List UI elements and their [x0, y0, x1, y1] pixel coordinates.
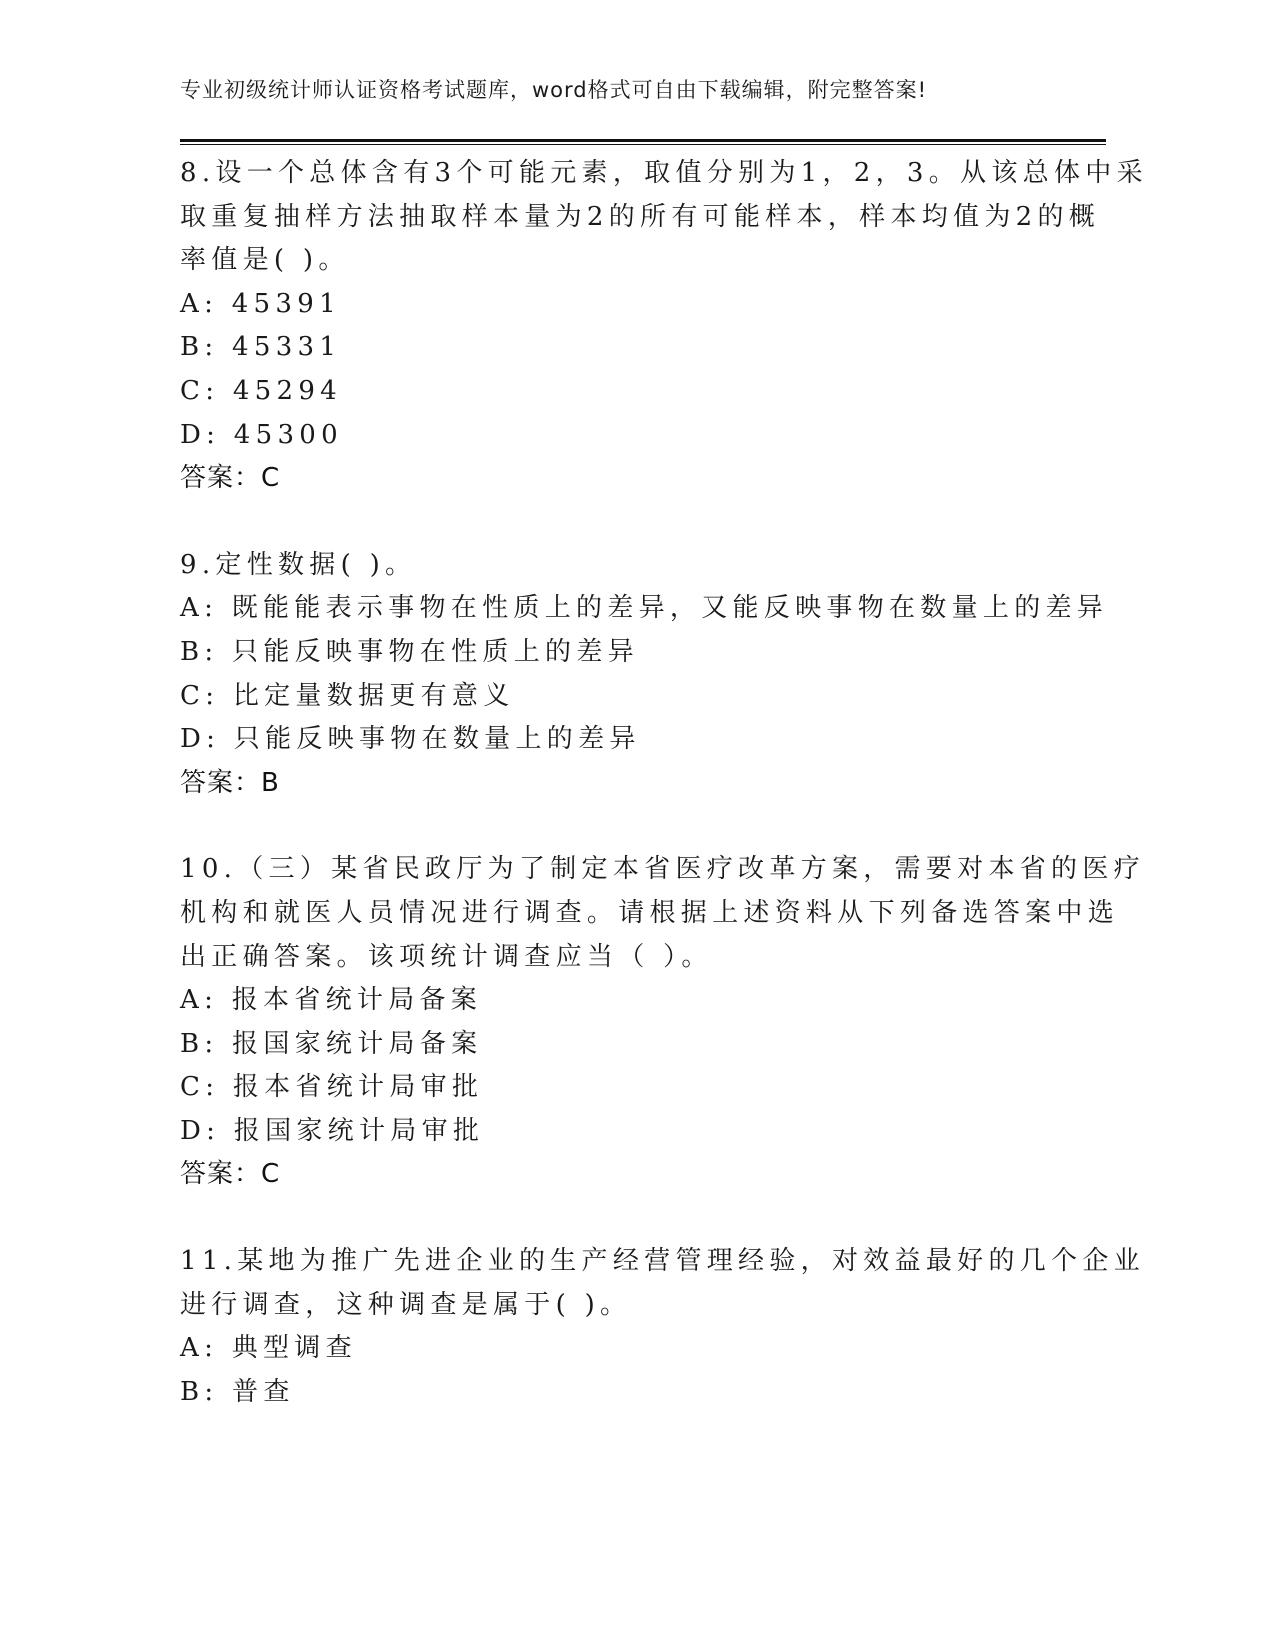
option-d: D: 只能反映事物在数量上的差异: [180, 724, 641, 755]
question-11: [180, 1240, 1145, 1414]
option-b: B: 只能反映事物在性质上的差异: [180, 636, 639, 667]
question-10: [180, 848, 1145, 1197]
option-a: A: 既能能表示事物在性质上的差异，又能反映事物在数量上的差异: [180, 593, 1109, 624]
question-text-line: 出正确答案。该项统计调查应当（ ）。: [180, 941, 713, 972]
question-text-line: 取重复抽样方法抽取样本量为2的所有可能样本，样本均值为2的概: [180, 201, 1101, 232]
page-header: 专业初级统计师认证资格考试题库，word格式可自由下载编辑，附完整答案!: [180, 78, 928, 102]
option-c: C: 比定量数据更有意义: [180, 680, 515, 711]
option-a: A: 45391: [180, 288, 341, 319]
answer-line: 答案：C: [180, 1159, 281, 1190]
answer-line: 答案：C: [180, 463, 281, 494]
question-list: [180, 152, 1148, 1457]
option-a: A: 报本省统计局备案: [180, 985, 483, 1016]
option-c: C: 45294: [180, 375, 343, 406]
option-b: B: 报国家统计局备案: [180, 1028, 483, 1059]
header-rule-thick: [180, 139, 1106, 142]
question-text-line: 11.某地为推广先进企业的生产经营管理经验，对效益最好的几个企业: [180, 1246, 1145, 1277]
question-text-line: 机构和就医人员情况进行调查。请根据上述资料从下列备选答案中选: [180, 897, 1120, 928]
answer-line: 答案：B: [180, 767, 280, 798]
option-d: D: 报国家统计局审批: [180, 1115, 485, 1146]
question-9: [180, 544, 1109, 806]
option-d: D: 45300: [180, 419, 343, 450]
option-a: A: 典型调查: [180, 1333, 357, 1364]
question-text-line: 9.定性数据( )。: [180, 549, 417, 580]
question-text-line: 进行调查，这种调查是属于( )。: [180, 1289, 632, 1320]
question-text-line: 率值是( )。: [180, 245, 350, 276]
header-rule-thin: [180, 144, 1106, 145]
question-8: [180, 152, 1148, 501]
question-text-line: 8.设一个总体含有3个可能元素，取值分别为1，2，3。从该总体中采: [180, 158, 1148, 188]
option-b: B: 45331: [180, 332, 342, 363]
option-b: B: 普查: [180, 1376, 295, 1407]
question-text-line: 10.（三）某省民政厅为了制定本省医疗改革方案，需要对本省的医疗: [180, 854, 1145, 885]
option-c: C: 报本省统计局审批: [180, 1072, 484, 1103]
